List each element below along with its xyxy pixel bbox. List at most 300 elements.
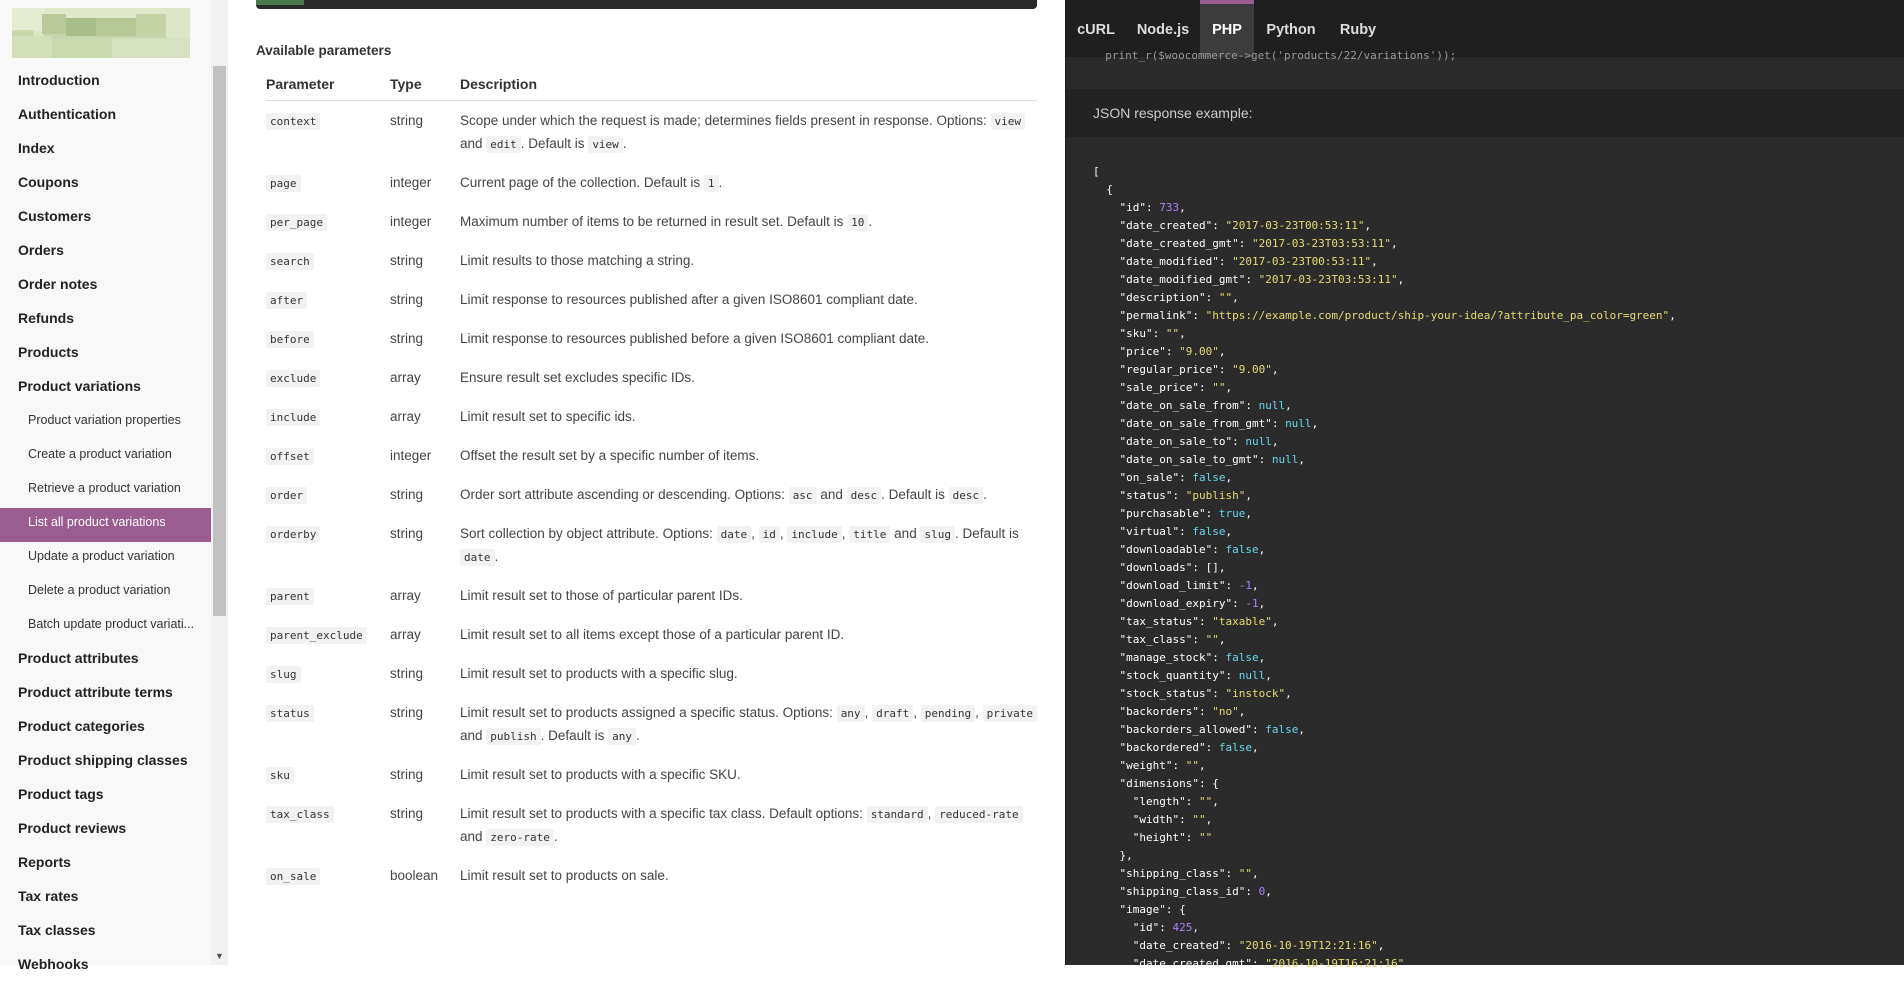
param-name-cell <box>266 358 390 397</box>
code-token: "" <box>1198 831 1213 844</box>
code-token: "description" <box>1093 291 1206 304</box>
param-type: string <box>390 525 424 541</box>
code-token: , <box>1245 489 1252 502</box>
code-token: : <box>1179 525 1193 538</box>
code-token: "permalink" <box>1093 309 1193 322</box>
table-row <box>266 163 1037 202</box>
table-row <box>266 436 1037 475</box>
code-token: , <box>1377 939 1385 952</box>
code-token: , <box>1258 651 1266 664</box>
code-token: , <box>1225 525 1233 538</box>
description-text: . <box>868 213 873 229</box>
code-token: "date_modified" <box>1093 255 1219 268</box>
description-text: and <box>816 486 847 502</box>
inline-code: edit <box>486 136 521 153</box>
scrollbar-thumb[interactable] <box>213 66 226 616</box>
code-token: "shipping_class" <box>1093 867 1226 880</box>
code-line <box>1093 253 1676 271</box>
code-token: "length" <box>1093 795 1186 808</box>
code-token: : <box>1225 939 1239 952</box>
code-line <box>1093 865 1676 883</box>
code-token: "" <box>1165 327 1180 340</box>
code-token: "dimensions" <box>1093 777 1199 790</box>
param-name: orderby <box>266 526 320 543</box>
param-description <box>460 202 1037 241</box>
code-token: : <box>1232 435 1246 448</box>
divider <box>228 0 256 965</box>
code-line <box>1093 397 1676 415</box>
sidebar-item-product-shipping-classes[interactable]: Product shipping classes <box>18 752 188 768</box>
code-token: null <box>1238 669 1266 682</box>
code-line <box>1093 919 1676 937</box>
code-token: : <box>1245 399 1259 412</box>
code-token: "" <box>1218 291 1233 304</box>
code-token: "tax_status" <box>1093 615 1199 628</box>
description-text: . <box>636 727 640 743</box>
code-token: : <box>1192 633 1206 646</box>
code-line <box>1093 685 1676 703</box>
sidebar-item-tax-rates[interactable]: Tax rates <box>18 888 79 904</box>
sidebar-item-product-variations[interactable]: Product variations <box>18 378 141 394</box>
sidebar-item-update-a-product-variation[interactable]: Update a product variation <box>28 549 175 563</box>
description-text: . <box>494 548 499 564</box>
param-description <box>460 436 1037 475</box>
description-text: Ensure result set excludes specific IDs. <box>460 369 695 385</box>
code-token: "id" <box>1093 921 1160 934</box>
param-name-cell <box>266 436 390 475</box>
code-token: : <box>1238 237 1252 250</box>
description-text: Limit result set to products with a specific SKU. <box>460 766 741 782</box>
inline-code: desc <box>847 487 882 504</box>
description-text: and <box>460 135 487 151</box>
inline-code: pending <box>921 705 975 722</box>
sidebar-item-product-attributes[interactable]: Product attributes <box>18 650 139 666</box>
description-text: Current page of the collection. Default is <box>460 174 704 190</box>
code-line <box>1093 937 1676 955</box>
inline-code: view <box>588 136 623 153</box>
code-line <box>1093 379 1676 397</box>
param-type: string <box>390 252 424 268</box>
description-text: , <box>913 704 921 720</box>
code-token: "publish" <box>1185 489 1246 502</box>
code-token: 425 <box>1172 921 1193 934</box>
code-token: , <box>1258 543 1266 556</box>
code-line <box>1093 505 1676 523</box>
code-token: "sku" <box>1093 327 1153 340</box>
description-text: . Default is <box>520 135 589 151</box>
column-header-type: Type <box>390 74 460 100</box>
param-name-cell <box>266 615 390 654</box>
code-token: : <box>1172 759 1186 772</box>
code-token: : <box>1245 273 1259 286</box>
tab-node-js[interactable]: Node.js <box>1136 22 1190 38</box>
param-name: sku <box>266 767 294 784</box>
param-type: string <box>390 766 424 782</box>
param-name: tax_class <box>266 806 334 823</box>
table-row <box>266 397 1037 436</box>
code-line <box>1093 775 1676 793</box>
code-token: false <box>1192 525 1226 538</box>
code-token: "" <box>1185 759 1199 772</box>
code-token: , <box>1391 237 1398 250</box>
code-line <box>1093 217 1676 235</box>
code-token: , <box>1245 507 1252 520</box>
description-text: Limit result set to all items except those of a particular parent ID. <box>460 626 845 642</box>
description-text: and <box>890 525 921 541</box>
sidebar-item-batch-update-product-variati[interactable]: Batch update product variati... <box>28 617 195 631</box>
code-token: , <box>1364 219 1372 232</box>
code-token: , <box>1238 705 1246 718</box>
table-row <box>266 319 1037 358</box>
code-token: null <box>1271 453 1299 466</box>
sidebar-item-authentication[interactable]: Authentication <box>18 106 116 122</box>
code-token: : <box>1225 579 1239 592</box>
code-token: "date_created_gmt" <box>1093 237 1239 250</box>
code-token: , <box>1285 687 1292 700</box>
sidebar-item-tax-classes[interactable]: Tax classes <box>18 922 96 938</box>
code-token: , <box>1669 309 1676 322</box>
code-token: , <box>1212 795 1219 808</box>
param-name: parent <box>266 588 314 605</box>
code-token: : <box>1245 885 1259 898</box>
param-description <box>460 280 1037 319</box>
code-line <box>1093 883 1676 901</box>
code-line <box>1093 793 1676 811</box>
code-line <box>1093 415 1676 433</box>
description-text: Order sort attribute ascending or descending. Options: <box>460 486 789 502</box>
code-token: true <box>1218 507 1246 520</box>
table-row <box>266 100 1037 163</box>
code-line <box>1093 829 1676 847</box>
tab-php[interactable]: PHP <box>1200 0 1254 57</box>
description-text: and <box>460 727 487 743</box>
description-text: and <box>460 828 487 844</box>
code-token: "status" <box>1093 489 1173 502</box>
code-token: : <box>1179 813 1193 826</box>
param-name: order <box>266 487 307 504</box>
inline-code: standard <box>867 806 928 823</box>
code-token: null <box>1258 399 1286 412</box>
code-token: , <box>1225 471 1233 484</box>
code-line <box>1093 487 1676 505</box>
param-type: integer <box>390 213 432 229</box>
code-token: , <box>1232 291 1239 304</box>
description-text: . <box>553 828 558 844</box>
tab-python[interactable]: Python <box>1266 22 1316 38</box>
param-name-cell <box>266 241 390 280</box>
sidebar-scrollbar[interactable] <box>211 0 228 965</box>
param-type: string <box>390 704 424 720</box>
code-token: "downloads" <box>1093 561 1193 574</box>
code-line <box>1093 541 1676 559</box>
inline-code: draft <box>872 705 913 722</box>
code-line <box>1093 703 1676 721</box>
scroll-down-arrow-icon[interactable]: ▼ <box>215 951 224 961</box>
param-description <box>460 319 1037 358</box>
table-row <box>266 856 1037 895</box>
code-line <box>1093 307 1676 325</box>
param-name-cell <box>266 693 390 755</box>
code-token: : <box>1185 795 1199 808</box>
sidebar-item-index[interactable]: Index <box>18 140 55 156</box>
code-token: "shipping_class_id" <box>1093 885 1246 898</box>
sidebar-item-customers[interactable]: Customers <box>18 208 92 224</box>
description-text: Limit response to resources published before a given ISO8601 compliant date. <box>460 330 930 346</box>
tab-curl[interactable]: cURL <box>1077 22 1115 38</box>
code-token: : <box>1212 219 1226 232</box>
code-token: "" <box>1198 795 1213 808</box>
sidebar <box>0 0 211 972</box>
sidebar-item-order-notes[interactable]: Order notes <box>18 276 98 292</box>
tab-ruby[interactable]: Ruby <box>1339 22 1377 38</box>
code-token: "2017-03-23T00:53:11" <box>1232 255 1372 268</box>
sidebar-item-coupons[interactable]: Coupons <box>18 174 79 190</box>
sidebar-item-product-categories[interactable]: Product categories <box>18 718 145 734</box>
table-row <box>266 576 1037 615</box>
code-line <box>1093 667 1676 685</box>
code-token: "download_expiry" <box>1093 597 1233 610</box>
code-token: "https://example.com/product/ship-your-idea/?attribute_pa_color=green" <box>1205 309 1670 322</box>
code-line <box>1093 739 1676 757</box>
code-token: : <box>1225 669 1239 682</box>
code-line <box>1093 235 1676 253</box>
code-line <box>1093 325 1676 343</box>
inline-code: date <box>717 526 752 543</box>
sidebar-item-product-variation-properties[interactable]: Product variation properties <box>28 413 181 427</box>
code-token: "9.00" <box>1232 363 1272 376</box>
sidebar-item-refunds[interactable]: Refunds <box>18 310 74 326</box>
param-description <box>460 163 1037 202</box>
sidebar-item-delete-a-product-variation[interactable]: Delete a product variation <box>28 583 171 597</box>
json-code <box>1093 163 1676 973</box>
table-row <box>266 654 1037 693</box>
description-text: Limit result set to specific ids. <box>460 408 636 424</box>
code-token: , <box>1198 759 1206 772</box>
param-name-cell <box>266 397 390 436</box>
param-name-cell <box>266 794 390 856</box>
code-line <box>1093 559 1676 577</box>
inline-code: id <box>759 526 780 543</box>
inline-code: reduced-rate <box>935 806 1022 823</box>
code-token: "date_on_sale_from" <box>1093 399 1246 412</box>
param-type: integer <box>390 174 432 190</box>
sidebar-item-webhooks[interactable]: Webhooks <box>18 956 89 972</box>
sidebar-item-reports[interactable]: Reports <box>18 854 71 870</box>
description-text: Limit response to resources published after a given ISO8601 compliant date. <box>460 291 918 307</box>
site-logo[interactable] <box>12 8 190 58</box>
param-name: exclude <box>266 370 320 387</box>
sidebar-item-products[interactable]: Products <box>18 344 79 360</box>
code-token: : <box>1172 489 1186 502</box>
code-line <box>1093 451 1676 469</box>
param-type: array <box>390 587 421 603</box>
code-token: "" <box>1238 867 1252 880</box>
code-line <box>1093 199 1676 217</box>
code-token: : <box>1218 363 1233 376</box>
param-name: status <box>266 705 314 722</box>
param-name: slug <box>266 666 301 683</box>
inline-code: 1 <box>704 175 719 192</box>
table-row <box>266 794 1037 856</box>
table-row <box>266 358 1037 397</box>
code-token: : { <box>1165 903 1186 916</box>
code-token: : <box>1251 957 1266 970</box>
param-description <box>460 241 1037 280</box>
code-token: , <box>1271 435 1279 448</box>
code-token: "on_sale" <box>1093 471 1180 484</box>
code-token: "date_created" <box>1093 939 1226 952</box>
code-token: , <box>1179 201 1186 214</box>
table-row <box>266 755 1037 794</box>
param-type: string <box>390 291 424 307</box>
param-name-cell <box>266 100 390 163</box>
code-token: : <box>1205 507 1219 520</box>
code-token: "" <box>1205 633 1219 646</box>
code-token: [ <box>1093 165 1100 178</box>
code-token: , <box>1205 813 1213 826</box>
param-name: before <box>266 331 314 348</box>
code-token: , <box>1265 669 1272 682</box>
inline-code: private <box>983 705 1037 722</box>
param-name: after <box>266 292 307 309</box>
code-token: , <box>1298 723 1305 736</box>
sidebar-item-retrieve-a-product-variation[interactable]: Retrieve a product variation <box>28 481 181 495</box>
param-name-cell <box>266 163 390 202</box>
code-token: "height" <box>1093 831 1186 844</box>
description-text: , <box>841 525 850 541</box>
param-name-cell <box>266 280 390 319</box>
param-name: search <box>266 253 314 270</box>
param-description <box>460 654 1037 693</box>
param-description <box>460 397 1037 436</box>
param-name-cell <box>266 475 390 514</box>
inline-code: asc <box>789 487 817 504</box>
code-line <box>1093 343 1676 361</box>
code-line <box>1093 811 1676 829</box>
param-description <box>460 576 1037 615</box>
code-line <box>1093 433 1676 451</box>
inline-code: title <box>849 526 890 543</box>
code-token: "" <box>1192 813 1206 826</box>
code-token: "price" <box>1093 345 1166 358</box>
code-token: : <box>1192 309 1206 322</box>
code-token: false <box>1265 723 1299 736</box>
sidebar-item-product-tags[interactable]: Product tags <box>18 786 104 802</box>
sidebar-item-create-a-product-variation[interactable]: Create a product variation <box>28 447 172 461</box>
param-name-cell <box>266 654 390 693</box>
code-token: , <box>1251 579 1259 592</box>
code-token: : { <box>1198 777 1219 790</box>
inline-code: zero-rate <box>486 829 554 846</box>
code-token: : <box>1179 471 1193 484</box>
code-token: 733 <box>1159 201 1180 214</box>
param-name-cell <box>266 202 390 241</box>
code-token: "" <box>1212 381 1226 394</box>
description-text: , <box>779 525 788 541</box>
table-row <box>266 693 1037 755</box>
previous-code-block-edge <box>256 0 1037 9</box>
code-token: "2016-10-19T16:21:16" <box>1265 957 1405 970</box>
param-type: integer <box>390 447 432 463</box>
code-line <box>1093 271 1676 289</box>
json-example-header <box>1066 89 1904 137</box>
sidebar-item-orders[interactable]: Orders <box>18 242 64 258</box>
param-type: array <box>390 626 421 642</box>
description-text: , <box>927 805 936 821</box>
param-description <box>460 693 1037 755</box>
param-name: offset <box>266 448 314 465</box>
code-token: : <box>1185 831 1199 844</box>
code-token: : <box>1212 687 1226 700</box>
description-text: Limit result set to products with a specific tax class. Default options: <box>460 805 867 821</box>
code-token: : <box>1212 543 1226 556</box>
inline-code: any <box>837 705 865 722</box>
code-line <box>1093 361 1676 379</box>
param-name: context <box>266 113 320 130</box>
code-token: "date_modified_gmt" <box>1093 273 1246 286</box>
code-token: false <box>1218 741 1252 754</box>
param-description <box>460 514 1037 576</box>
code-token: "regular_price" <box>1093 363 1219 376</box>
inline-code: date <box>460 549 495 566</box>
inline-code: any <box>608 728 636 745</box>
sidebar-nav <box>0 66 211 984</box>
code-line <box>1093 289 1676 307</box>
code-token: "sale_price" <box>1093 381 1199 394</box>
code-line <box>1093 757 1676 775</box>
code-token: false <box>1192 471 1226 484</box>
description-text: . <box>622 135 627 151</box>
code-token: : <box>1198 381 1213 394</box>
sidebar-item-product-attribute-terms[interactable]: Product attribute terms <box>18 684 173 700</box>
description-text: . Default is <box>881 486 949 502</box>
description-text: Limit result set to products assigned a specific status. Options: <box>460 704 837 720</box>
code-token: , <box>1225 381 1233 394</box>
code-token: : <box>1212 651 1226 664</box>
inline-code: view <box>991 113 1026 130</box>
table-row <box>266 514 1037 576</box>
code-token: 0 <box>1258 885 1266 898</box>
param-name-cell <box>266 576 390 615</box>
description-text: . Default is <box>954 525 1019 541</box>
code-token: -1 <box>1245 597 1259 610</box>
param-name: on_sale <box>266 868 320 885</box>
code-token: , <box>1298 453 1305 466</box>
sidebar-item-product-reviews[interactable]: Product reviews <box>18 820 127 836</box>
code-token: , <box>1404 957 1411 970</box>
code-token: , <box>1371 255 1378 268</box>
table-row <box>266 615 1037 654</box>
param-type: array <box>390 369 421 385</box>
description-text: , <box>751 525 759 541</box>
code-token: , <box>1271 363 1279 376</box>
code-token: "2017-03-23T00:53:11" <box>1225 219 1365 232</box>
code-token: , <box>1218 345 1226 358</box>
sidebar-item-list-all-product-variations[interactable]: List all product variations <box>0 508 211 542</box>
code-token: , <box>1258 597 1266 610</box>
code-line <box>1093 469 1676 487</box>
code-token: : <box>1198 615 1213 628</box>
code-token: "2016-10-19T12:21:16" <box>1238 939 1378 952</box>
param-name-cell <box>266 856 390 895</box>
previous-code-snippet <box>1066 49 1904 89</box>
param-description <box>460 755 1037 794</box>
code-token: "purchasable" <box>1093 507 1206 520</box>
sidebar-item-introduction[interactable]: Introduction <box>18 72 100 88</box>
code-token: "date_created" <box>1093 219 1213 232</box>
code-token: "2017-03-23T03:53:11" <box>1258 273 1398 286</box>
section-heading: Available parameters <box>256 43 392 58</box>
